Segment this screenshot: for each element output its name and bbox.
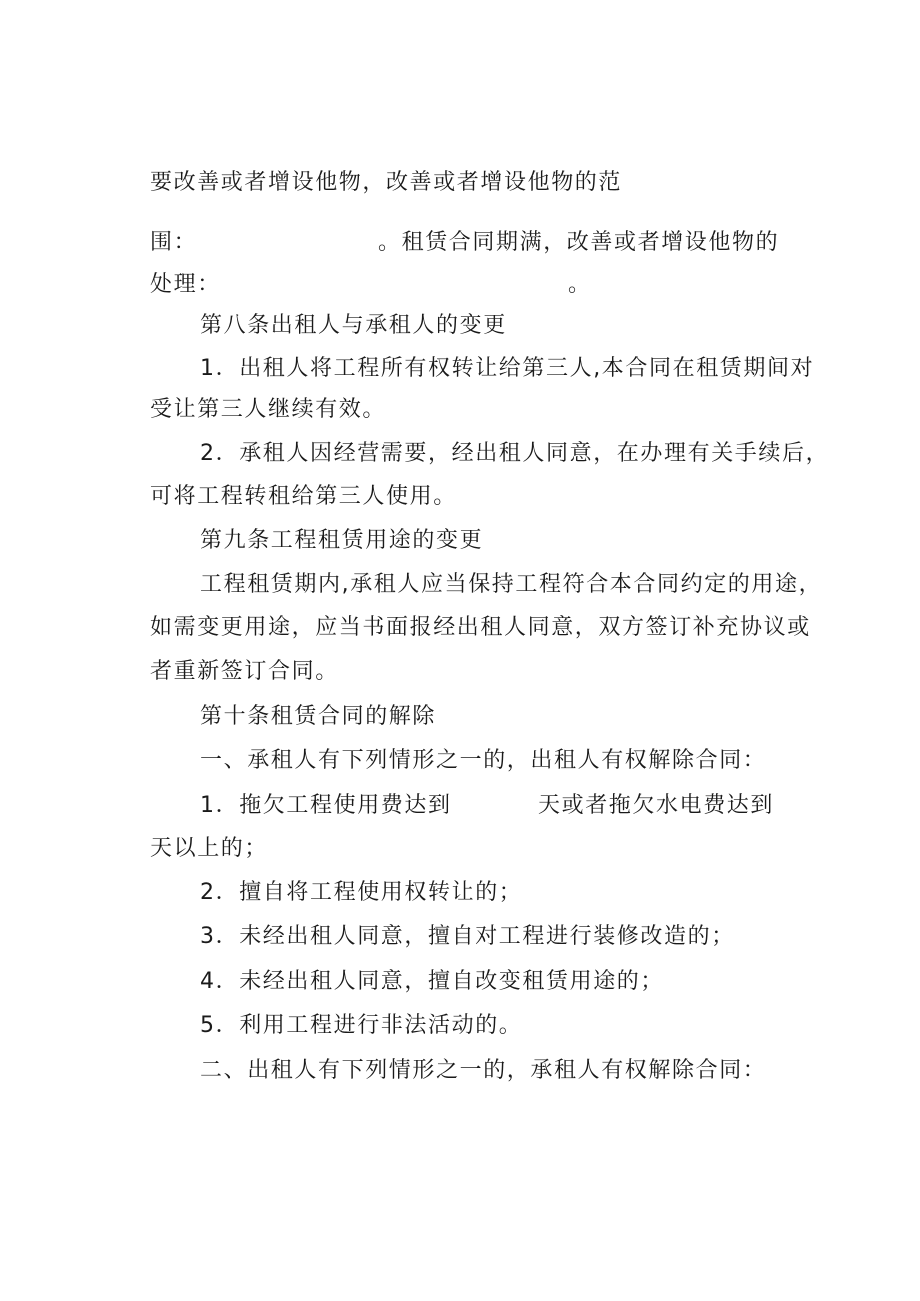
- paragraph-line: 二、出租人有下列情形之一的，承租人有权解除合同：: [200, 1058, 767, 1083]
- list-item: 4．未经出租人同意，擅自改变租赁用途的；: [200, 969, 664, 994]
- handling-label: 处理：: [150, 272, 221, 297]
- period-mark: 。: [568, 272, 592, 297]
- paragraph-line: 1．拖欠工程使用费达到: [200, 793, 452, 818]
- section-heading: 第十条租赁合同的解除: [200, 704, 437, 729]
- paragraph-line: 如需变更用途，应当书面报经出租人同意，双方签订补充协议或: [150, 615, 811, 640]
- section-heading: 第九条工程租赁用途的变更: [200, 528, 484, 553]
- paragraph-line: 工程租赁期内,承租人应当保持工程符合本合同约定的用途，: [200, 572, 823, 597]
- list-item: 2．擅自将工程使用权转让的；: [200, 880, 523, 905]
- paragraph-line: 天以上的；: [150, 836, 269, 861]
- list-item: 5．利用工程进行非法活动的。: [200, 1013, 523, 1038]
- list-item: 3．未经出租人同意，擅自对工程进行装修改造的；: [200, 924, 735, 949]
- paragraph-line: 。租赁合同期满，改善或者增设他物的: [378, 230, 780, 255]
- paragraph-line: 可将工程转租给第三人使用。: [150, 484, 457, 509]
- paragraph-line: 要改善或者增设他物，改善或者增设他物的范: [150, 170, 623, 195]
- paragraph-line: 者重新签订合同。: [150, 659, 339, 684]
- paragraph-line: 受让第三人继续有效。: [150, 397, 387, 422]
- scope-label: 围：: [150, 230, 198, 255]
- section-heading: 第八条出租人与承租人的变更: [200, 313, 507, 338]
- paragraph-line: 2．承租人因经营需要，经出租人同意，在办理有关手续后，: [200, 441, 830, 466]
- paragraph-line: 1．出租人将工程所有权转让给第三人,本合同在租赁期间对: [200, 356, 815, 381]
- paragraph-line: 天或者拖欠水电费达到: [538, 793, 775, 818]
- paragraph-line: 一、承租人有下列情形之一的，出租人有权解除合同：: [200, 748, 767, 773]
